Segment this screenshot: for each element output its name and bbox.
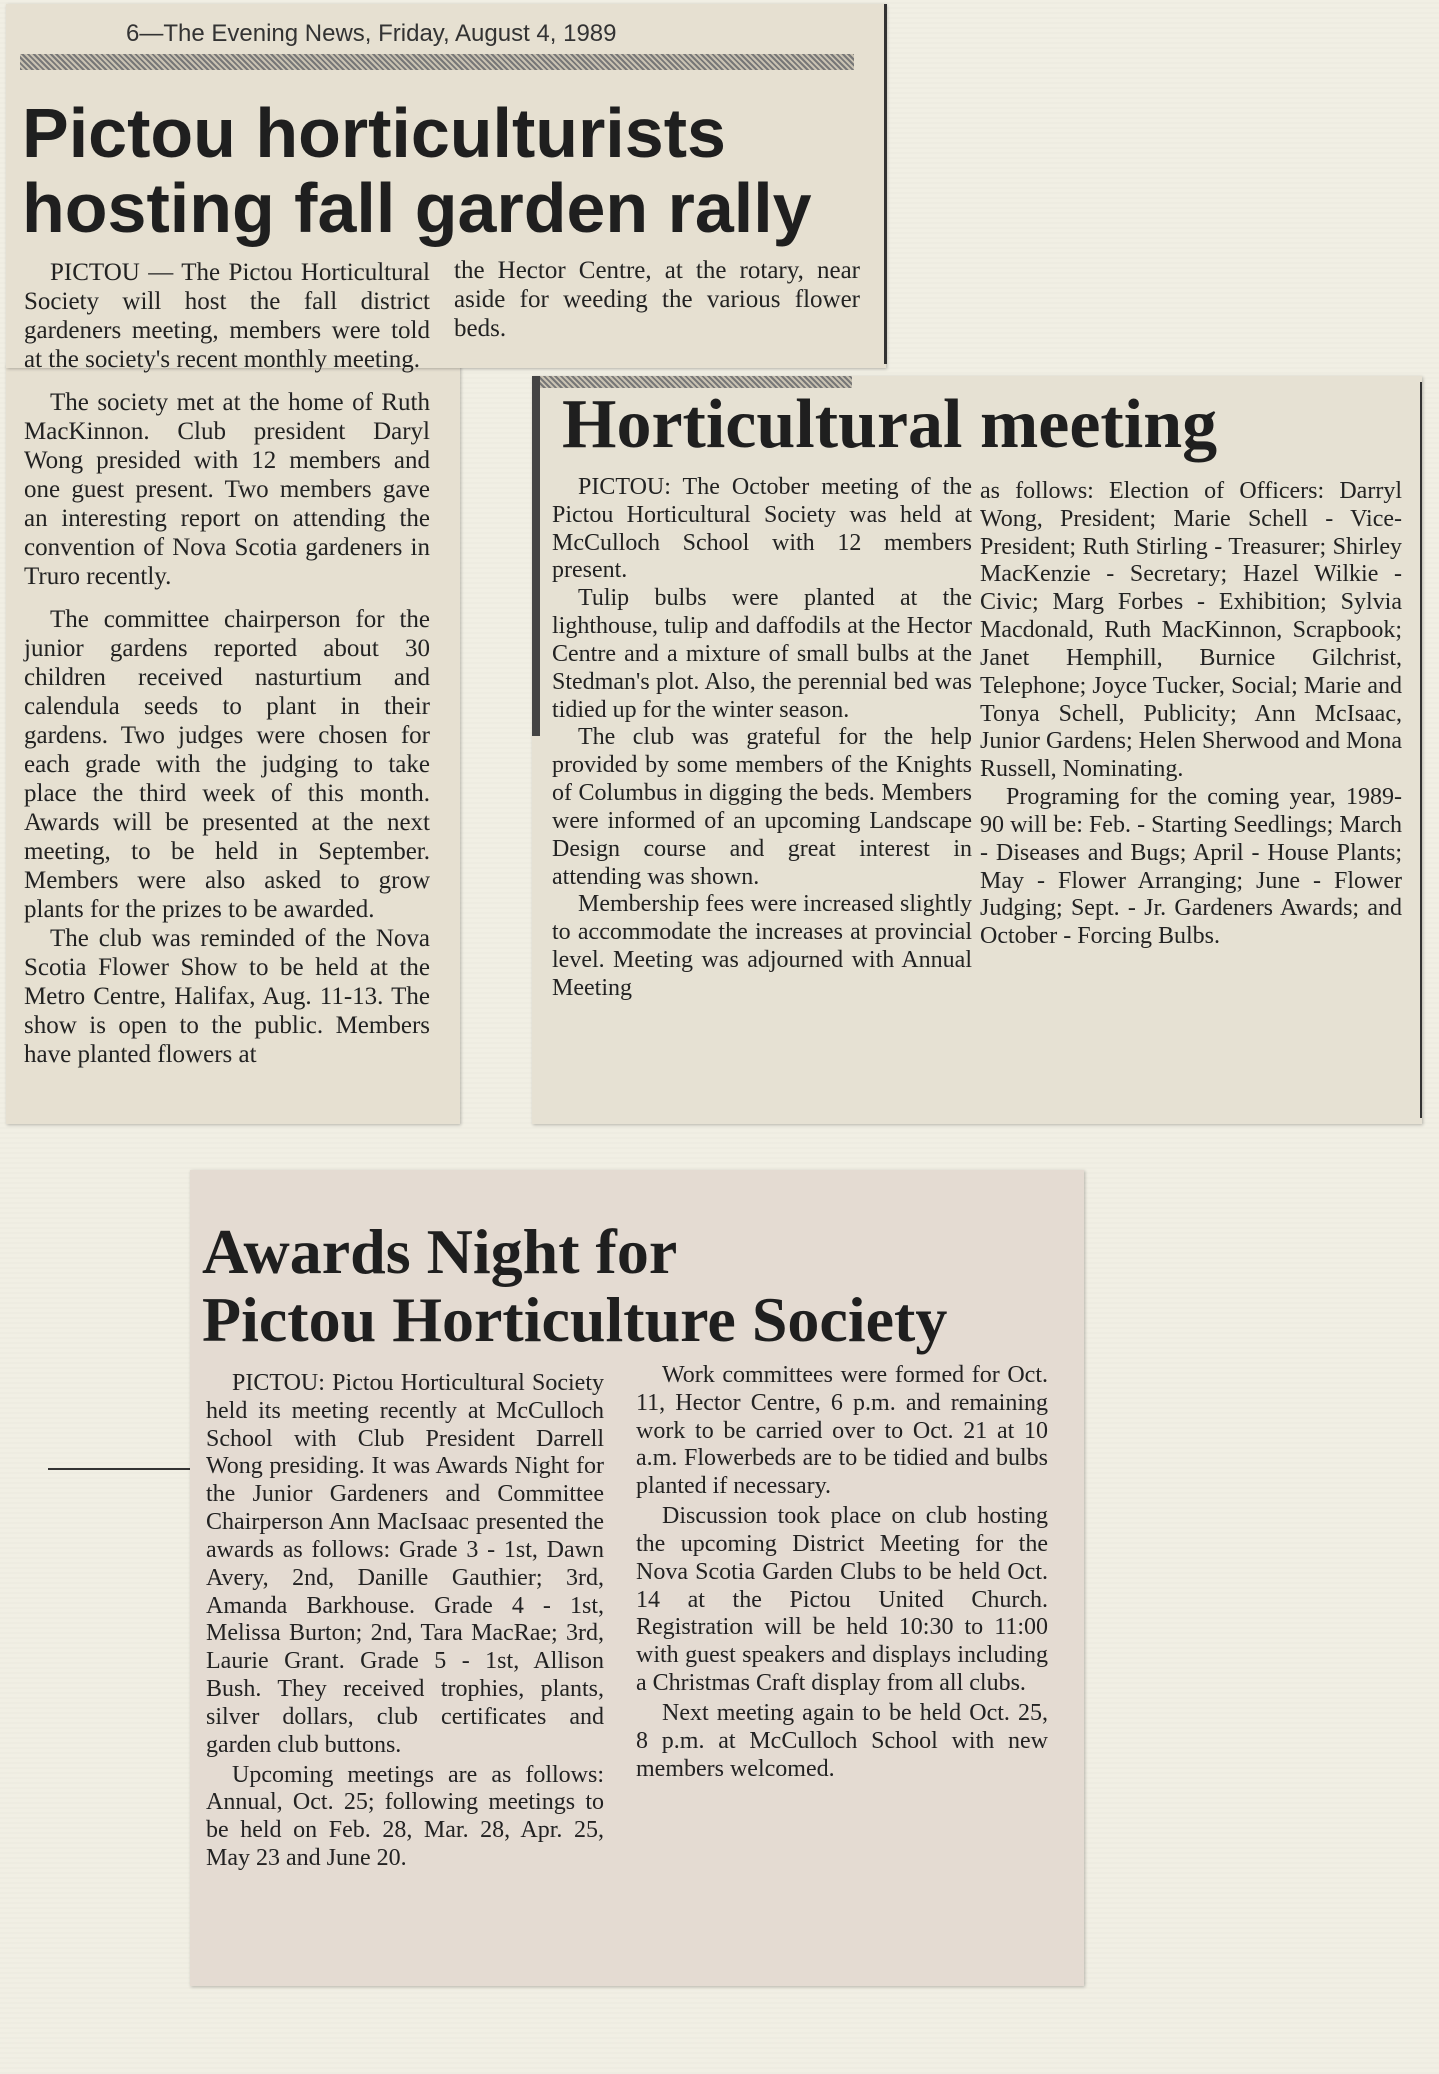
article-paragraph: PICTOU: Pictou Horticultural Society held its meeting recently at McCulloch School with Club President Darrell Wong presiding. It was Awards Night for the Junior Gardeners and Committee Chairperson Ann MacIsaac presented the awards as follows: Grade 3 - 1st, Dawn Avery, 2nd, Danille Gauthier; 3rd, Amanda Barkhouse. Grade 4 - 1st, Melissa Burton; 2nd, Tara MacRae; 3rd, Laurie Grant. Grade 5 - 1st, Allison Bush. They received trophies, plants, silver dollars, club certificates and garden club buttons. xyxy=(206,1370,604,1758)
article-paragraph: Upcoming meetings are as follows: Annual, Oct. 25; following meetings to be held on Feb. 28, Mar. 28, Apr. 25, May 23 and June 20. xyxy=(206,1761,604,1872)
article-paragraph: as follows: Election of Officers: Darryl Wong, President; Marie Schell - Vice-President; Ruth Stirling - Treasurer; Shirley MacKenzie - Secretary; Hazel Wilkie - Civic; Marg Forbes - Exhibition; Sylvia Macdonald, Ruth MacKinnon, Scrapbook; Janet Hemphill, Burnice Gilchrist, Telephone; Joyce Tucker, Social; Marie and Tonya Schell, Publicity; Ann McIsaac, Junior Gardens; Helen Sherwood and Mona Russell, Nominating. xyxy=(980,478,1402,783)
article-paragraph: Programing for the coming year, 1989-90 will be: Feb. - Starting Seedlings; March - Diseases and Bugs; April - House Plants; May - Flower Arranging; June - Flower Judging; Sept. - Jr. Gardeners Awards; and October - Forcing Bulbs. xyxy=(980,784,1402,950)
dateline: 6—The Evening News, Friday, August 4, 1989 xyxy=(126,20,617,47)
article-paragraph: Membership fees were increased slightly to accommodate the increases at provincial level. Meeting was adjourned with Annual Meeting xyxy=(552,891,972,1001)
article-paragraph: Next meeting again to be held Oct. 25, 8 p.m. at McCulloch School with new members welcomed. xyxy=(636,1699,1048,1782)
headline-2: Horticultural meeting xyxy=(562,386,1218,463)
headline-3-line-2: Pictou Horticulture Society xyxy=(202,1283,948,1355)
headline-1 xyxy=(22,96,812,246)
article-paragraph: PICTOU — The Pictou Horticultural Society will host the fall district gardeners meeting, members were told at the society's recent monthly meeting. xyxy=(24,259,430,373)
article-paragraph: the Hector Centre, at the rotary, near aside for weeding the various flower beds. xyxy=(454,257,860,342)
article-2-column-1 xyxy=(552,474,972,1003)
article-paragraph: The club was grateful for the help provided by some members of the Knights of Columbus in digging the beds. Members were informed of an upcoming Landscape Design course and great interest in attending was shown. xyxy=(552,724,972,890)
article-2-column-2 xyxy=(980,478,1402,951)
article-1-column-1 xyxy=(24,258,430,1069)
article-paragraph: The club was reminded of the Nova Scotia Flower Show to be held at the Metro Centre, Halifax, Aug. 11-13. The show is open to the public. Members have planted flowers at xyxy=(24,925,430,1068)
headline-1-line-2: hosting fall garden rally xyxy=(22,168,812,247)
article-paragraph: Work committees were formed for Oct. 11, Hector Centre, 6 p.m. and remaining work to be carried over to Oct. 21 at 10 a.m. Flowerbeds are to be tidied and bulbs planted if necessary. xyxy=(636,1362,1048,1500)
headline-1-line-1: Pictou horticulturists xyxy=(22,94,726,172)
article-1-column-2 xyxy=(454,256,860,343)
clipping-3 xyxy=(190,1170,1084,1986)
headline-3 xyxy=(202,1218,947,1354)
column-rule xyxy=(884,4,887,364)
article-paragraph: PICTOU: The October meeting of the Pictou Horticultural Society was held at McCulloch School with 12 members present. xyxy=(552,474,972,584)
edge-rule xyxy=(1420,382,1422,1118)
article-paragraph: The society met at the home of Ruth MacKinnon. Club president Daryl Wong presided with 12 members and one guest present. Two members gave an interesting report on attending the convention of Nova Scotia gardeners in Truro recently. xyxy=(24,389,430,590)
column-rule xyxy=(532,376,540,736)
article-3-column-2 xyxy=(636,1362,1048,1783)
article-paragraph: Tulip bulbs were planted at the lighthouse, tulip and daffodils at the Hector Centre and a mixture of small bulbs at the Stedman's plot. Also, the perennial bed was tidied up for the winter season. xyxy=(552,585,972,723)
headline-3-line-1: Awards Night for xyxy=(202,1216,678,1287)
hatched-rule xyxy=(20,54,854,70)
clipping-2 xyxy=(532,376,1422,1124)
article-paragraph: Discussion took place on club hosting the upcoming District Meeting for the Nova Scotia Garden Clubs to be held Oct. 14 at the Pictou United Church. Registration will be held 10:30 to 11:00 with guest speakers and displays including a Christmas Craft display from all clubs. xyxy=(636,1503,1048,1697)
article-3-column-1 xyxy=(206,1370,604,1873)
article-paragraph: The committee chairperson for the junior gardens reported about 30 children received nasturtium and calendula seeds to plant in their gardens. Two judges were chosen for each grade with the judging to take place the third week of this month. Awards will be presented at the next meeting, to be held in September. Members were also asked to grow plants for the prizes to be awarded. xyxy=(24,606,430,923)
